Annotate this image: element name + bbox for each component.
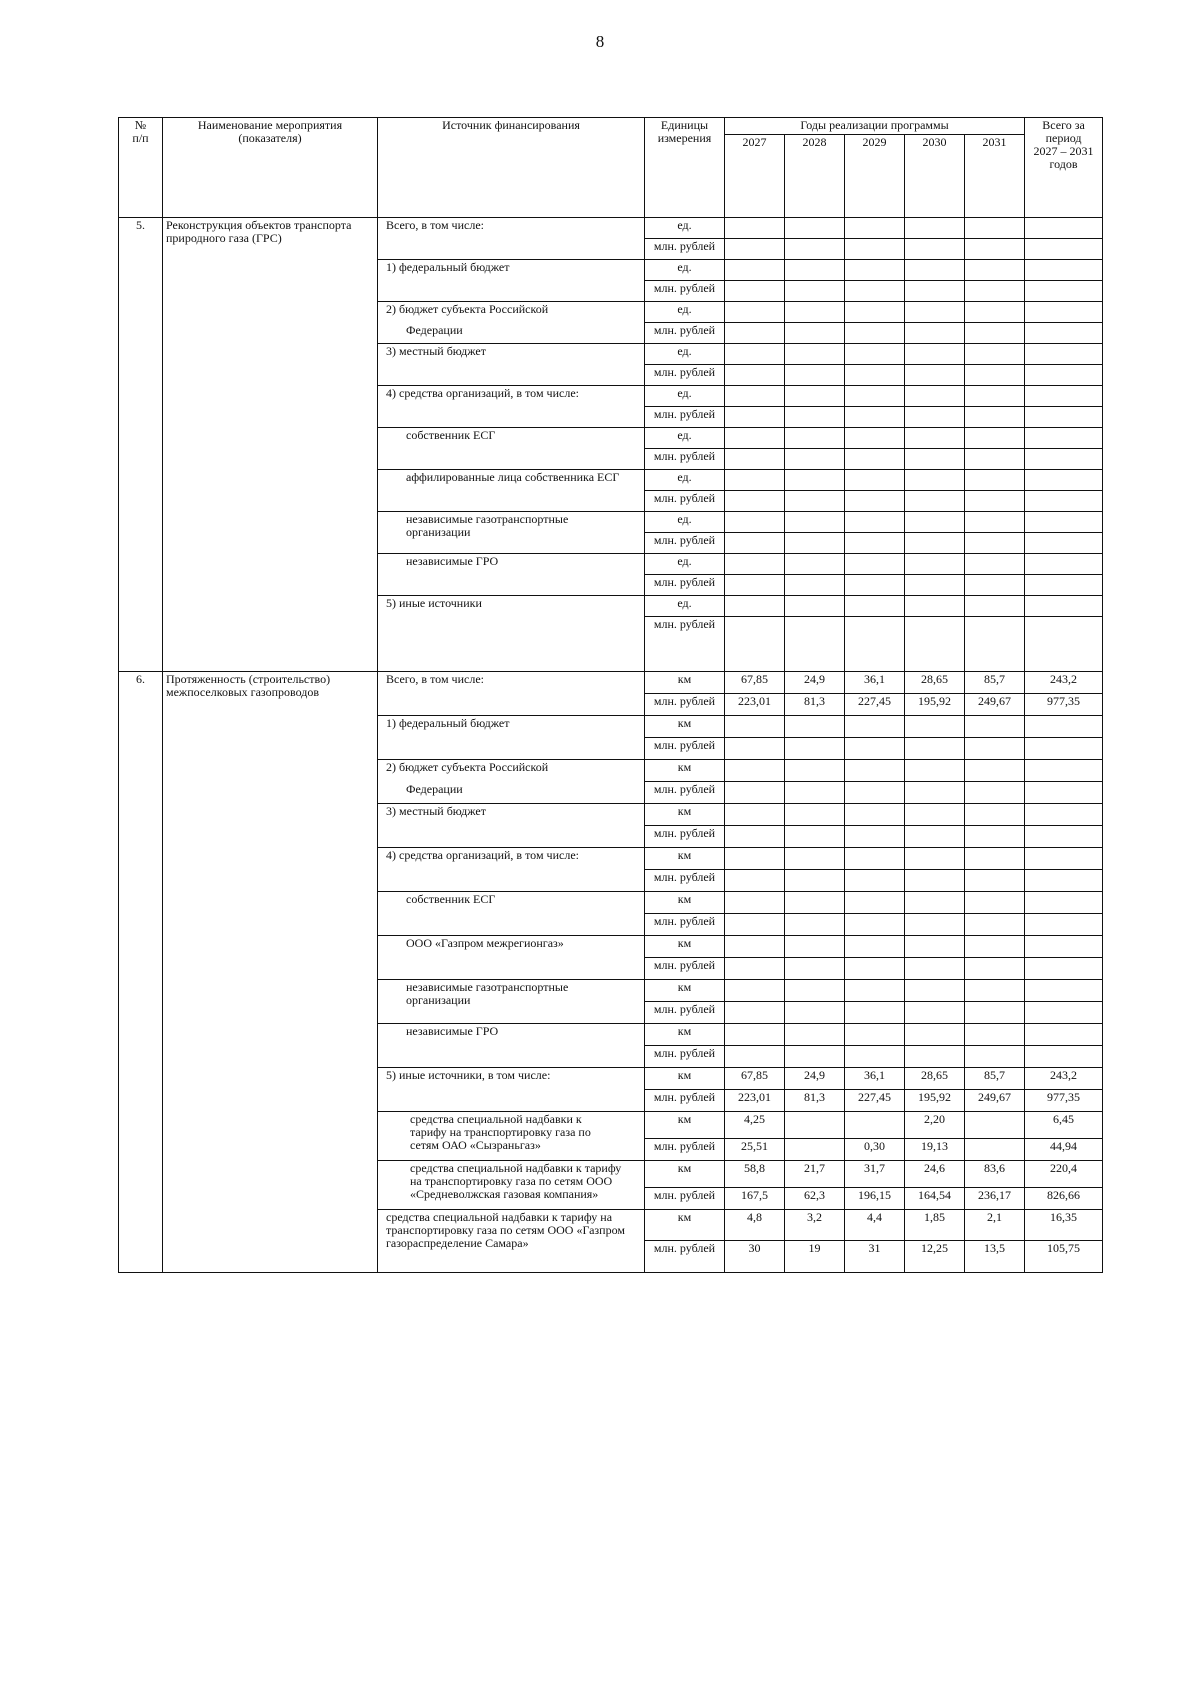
value-cell: 167,5 — [725, 1188, 785, 1210]
unit-cell: млн. рублей — [645, 1241, 725, 1273]
header-name: Наименование мероприятия (показателя) — [163, 118, 378, 218]
program-table — [118, 117, 1103, 1273]
total-cell: 243,2 — [1025, 1068, 1103, 1090]
value-cell — [785, 1139, 845, 1161]
value-cell: 62,3 — [785, 1188, 845, 1210]
unit-cell: км — [645, 1161, 725, 1188]
source-label: средства специальной надбавки к тарифу на транспортировку газа по сетям ООО «Газпром газораспределение Самара» — [378, 1210, 645, 1273]
row-number: 6. — [119, 672, 163, 1273]
value-cell: 31 — [845, 1241, 905, 1273]
unit-cell: млн. рублей — [645, 694, 725, 716]
value-cell: 2,1 — [965, 1210, 1025, 1241]
value-cell: 81,3 — [785, 1090, 845, 1112]
unit-cell: млн. рублей — [645, 533, 725, 554]
unit-cell: млн. рублей — [645, 870, 725, 892]
unit-cell: ед. — [645, 218, 725, 239]
unit-cell: км — [645, 980, 725, 1002]
unit-cell: млн. рублей — [645, 958, 725, 980]
source-label: 4) средства организаций, в том числе: — [378, 848, 645, 892]
source-label: независимые ГРО — [378, 554, 645, 596]
header-num: № п/п — [119, 118, 163, 218]
header-units: Единицы измерения — [645, 118, 725, 218]
value-cell — [965, 1139, 1025, 1161]
value-cell: 58,8 — [725, 1161, 785, 1188]
total-cell: 977,35 — [1025, 694, 1103, 716]
total-cell: 977,35 — [1025, 1090, 1103, 1112]
header-source: Источник финансирования — [378, 118, 645, 218]
value-cell: 4,25 — [725, 1112, 785, 1139]
value-cell: 24,9 — [785, 1068, 845, 1090]
value-cell: 31,7 — [845, 1161, 905, 1188]
unit-cell: млн. рублей — [645, 365, 725, 386]
source-label: аффилированные лица собственника ЕСГ — [378, 470, 645, 512]
value-cell: 21,7 — [785, 1161, 845, 1188]
value-cell: 4,8 — [725, 1210, 785, 1241]
value-cell: 4,4 — [845, 1210, 905, 1241]
unit-cell: км — [645, 1024, 725, 1046]
measure-name: Протяженность (строительство) межпоселковых газопроводов — [163, 672, 378, 1273]
total-cell: 6,45 — [1025, 1112, 1103, 1139]
value-cell: 195,92 — [905, 694, 965, 716]
value-cell: 0,30 — [845, 1139, 905, 1161]
value-cell: 2,20 — [905, 1112, 965, 1139]
source-label-cont: Федерации — [378, 323, 645, 344]
unit-cell: млн. рублей — [645, 491, 725, 512]
value-cell: 24,9 — [785, 672, 845, 694]
value-cell: 85,7 — [965, 1068, 1025, 1090]
unit-cell: км — [645, 1210, 725, 1241]
source-label: 1) федеральный бюджет — [378, 260, 645, 302]
source-label: собственник ЕСГ — [378, 892, 645, 936]
unit-cell: км — [645, 892, 725, 914]
unit-cell: млн. рублей — [645, 782, 725, 804]
unit-cell: млн. рублей — [645, 281, 725, 302]
header-years-caption: Годы реализации программы — [725, 118, 1025, 135]
unit-cell: млн. рублей — [645, 407, 725, 428]
value-cell: 67,85 — [725, 672, 785, 694]
unit-cell: млн. рублей — [645, 1139, 725, 1161]
unit-cell: ед. — [645, 386, 725, 407]
source-label: 3) местный бюджет — [378, 804, 645, 848]
source-label: 2) бюджет субъекта Российской — [378, 760, 645, 782]
total-cell: 105,75 — [1025, 1241, 1103, 1273]
value-cell: 19 — [785, 1241, 845, 1273]
unit-cell: км — [645, 760, 725, 782]
unit-cell: млн. рублей — [645, 826, 725, 848]
value-cell: 19,13 — [905, 1139, 965, 1161]
value-cell: 227,45 — [845, 1090, 905, 1112]
source-label: 2) бюджет субъекта Российской — [378, 302, 645, 323]
unit-cell: млн. рублей — [645, 575, 725, 596]
source-label: ООО «Газпром межрегионгаз» — [378, 936, 645, 980]
unit-cell: ед. — [645, 470, 725, 491]
value-cell: 227,45 — [845, 694, 905, 716]
table-row — [119, 218, 1103, 239]
source-label: 4) средства организаций, в том числе: — [378, 386, 645, 428]
value-cell: 164,54 — [905, 1188, 965, 1210]
unit-cell: млн. рублей — [645, 449, 725, 470]
header-year-2030: 2030 — [905, 135, 965, 218]
value-cell: 1,85 — [905, 1210, 965, 1241]
unit-cell: км — [645, 848, 725, 870]
unit-cell: км — [645, 804, 725, 826]
value-cell: 67,85 — [725, 1068, 785, 1090]
value-cell: 195,92 — [905, 1090, 965, 1112]
value-cell: 36,1 — [845, 1068, 905, 1090]
unit-cell: ед. — [645, 512, 725, 533]
measure-name: Реконструкция объектов транспорта природного газа (ГРС) — [163, 218, 378, 672]
unit-cell: км — [645, 1112, 725, 1139]
header-year-2027: 2027 — [725, 135, 785, 218]
unit-cell: км — [645, 716, 725, 738]
unit-cell: млн. рублей — [645, 1188, 725, 1210]
unit-cell: млн. рублей — [645, 1090, 725, 1112]
row-number: 5. — [119, 218, 163, 672]
value-cell: 223,01 — [725, 694, 785, 716]
value-cell: 36,1 — [845, 672, 905, 694]
unit-cell: млн. рублей — [645, 738, 725, 760]
source-label-cont: Федерации — [378, 782, 645, 804]
unit-cell: ед. — [645, 302, 725, 323]
source-label: независимые газотранспортные организации — [378, 980, 645, 1024]
header-total: Всего за период 2027 – 2031 годов — [1025, 118, 1103, 218]
value-cell: 3,2 — [785, 1210, 845, 1241]
source-label: независимые газотранспортные организации — [378, 512, 645, 554]
unit-cell: ед. — [645, 344, 725, 365]
source-label: независимые ГРО — [378, 1024, 645, 1068]
value-cell: 28,65 — [905, 672, 965, 694]
unit-cell: км — [645, 672, 725, 694]
header-year-2029: 2029 — [845, 135, 905, 218]
table-row — [119, 672, 1103, 694]
source-label: средства специальной надбавки к тарифу на транспортировку газа по сетям ОАО «Сызраньгаз» — [378, 1112, 645, 1161]
unit-cell: млн. рублей — [645, 914, 725, 936]
unit-cell: млн. рублей — [645, 239, 725, 260]
value-cell: 85,7 — [965, 672, 1025, 694]
unit-cell: млн. рублей — [645, 617, 725, 638]
unit-cell: км — [645, 1068, 725, 1090]
unit-cell: км — [645, 936, 725, 958]
value-cell: 223,01 — [725, 1090, 785, 1112]
value-cell: 25,51 — [725, 1139, 785, 1161]
total-cell: 16,35 — [1025, 1210, 1103, 1241]
source-label: Всего, в том числе: — [378, 672, 645, 716]
value-cell: 249,67 — [965, 1090, 1025, 1112]
value-cell — [965, 1112, 1025, 1139]
value-cell: 30 — [725, 1241, 785, 1273]
value-cell: 236,17 — [965, 1188, 1025, 1210]
source-label: Всего, в том числе: — [378, 218, 645, 260]
value-cell: 196,15 — [845, 1188, 905, 1210]
value-cell: 12,25 — [905, 1241, 965, 1273]
value-cell — [785, 1112, 845, 1139]
value-cell: 81,3 — [785, 694, 845, 716]
page-number: 8 — [595, 32, 605, 51]
value-cell: 24,6 — [905, 1161, 965, 1188]
unit-cell: млн. рублей — [645, 1002, 725, 1024]
value-cell: 249,67 — [965, 694, 1025, 716]
source-label: 5) иные источники — [378, 596, 645, 672]
unit-cell: ед. — [645, 260, 725, 281]
unit-cell: ед. — [645, 428, 725, 449]
total-cell: 826,66 — [1025, 1188, 1103, 1210]
source-label: 1) федеральный бюджет — [378, 716, 645, 760]
unit-cell: ед. — [645, 554, 725, 575]
value-cell: 13,5 — [965, 1241, 1025, 1273]
header-year-2031: 2031 — [965, 135, 1025, 218]
value-cell: 28,65 — [905, 1068, 965, 1090]
source-label: собственник ЕСГ — [378, 428, 645, 470]
source-label: 5) иные источники, в том числе: — [378, 1068, 645, 1112]
header-year-2028: 2028 — [785, 135, 845, 218]
unit-cell: млн. рублей — [645, 1046, 725, 1068]
total-cell: 44,94 — [1025, 1139, 1103, 1161]
total-cell: 243,2 — [1025, 672, 1103, 694]
value-cell — [845, 1112, 905, 1139]
unit-cell: ед. — [645, 596, 725, 617]
source-label: средства специальной надбавки к тарифу на транспортировку газа по сетям ООО «Средневолжская газовая компания» — [378, 1161, 645, 1210]
total-cell: 220,4 — [1025, 1161, 1103, 1188]
unit-cell: млн. рублей — [645, 323, 725, 344]
source-label: 3) местный бюджет — [378, 344, 645, 386]
value-cell: 83,6 — [965, 1161, 1025, 1188]
